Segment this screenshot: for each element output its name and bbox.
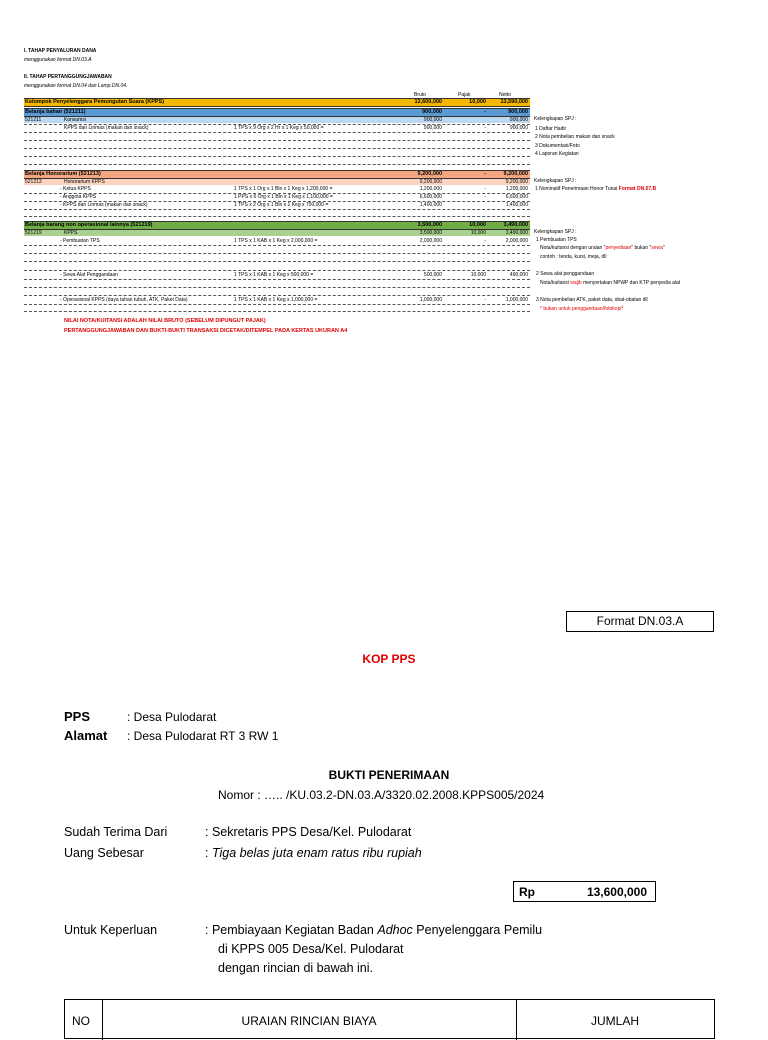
honor-item-bruto: 1,400,000 <box>419 202 442 208</box>
barang-header-bruto: 3,500,000 <box>417 222 442 228</box>
honor-header-row <box>24 170 530 179</box>
honor-item-pajak: - <box>484 194 486 200</box>
format-label: Format DN.03.A <box>596 614 684 628</box>
barang-sub-label: KPPS <box>64 230 78 236</box>
th-jumlah: JUMLAH <box>590 1014 639 1028</box>
bahan-note-0: Kelengkapan SPJ : <box>534 116 577 122</box>
kpps-total-netto: 13,590,000 <box>500 99 528 105</box>
honor-sub-label: Honorarium KPPS <box>64 179 105 185</box>
bahan-item-netto: 900,000 <box>509 125 528 131</box>
bahan-item-pajak: - <box>484 125 486 131</box>
barang-sub-code: 521219 <box>25 230 42 236</box>
honor-item-bruto: 1,200,000 <box>419 186 442 192</box>
barang-item-pajak: 10,000 <box>470 272 486 278</box>
divider <box>24 245 530 246</box>
divider <box>24 261 530 262</box>
honor-item-row <box>24 202 530 208</box>
col-header-bruto: Bruto <box>414 92 426 98</box>
barang-item-row <box>24 272 530 278</box>
bahan-header-label: Belanja bahan (521211) <box>25 109 86 115</box>
honor-sub-bruto: 9,200,000 <box>419 179 442 185</box>
bahan-item-row <box>24 125 530 131</box>
barang-note-1-detail <box>540 245 665 252</box>
honor-note-1 <box>535 186 656 193</box>
honor-header-netto: 9,200,000 <box>503 171 528 177</box>
barang-item-bruto: 500,000 <box>423 272 442 278</box>
divider <box>24 193 530 194</box>
barang-sub-netto: 3,490,000 <box>505 230 528 236</box>
barang-item-label: - Pembuatan TPS <box>60 238 100 244</box>
divider <box>24 124 530 125</box>
bahan-item-bruto: 900,000 <box>423 125 442 131</box>
bahan-item-calc: 1 TPS x 9 Org x 2 Hr x 1 Keg x 50,000 = <box>234 125 324 131</box>
barang-item-bruto: 2,000,000 <box>419 238 442 244</box>
bahan-sub-bruto: 900,000 <box>423 117 442 123</box>
stage1-subtitle: menggunakan format DN.03.A <box>24 57 92 63</box>
honor-item-netto: 6,600,000 <box>505 194 528 200</box>
honor-item-label: - Ketua KPPS <box>60 186 91 192</box>
kpps-total-bruto: 13,600,000 <box>414 99 442 105</box>
keperluan-part-a: : Pembiayaan Kegiatan Badan <box>205 923 378 937</box>
honor-header-label: Belanja Honorarium (521213) <box>25 171 101 177</box>
barang-sub-pajak: 10,000 <box>470 230 486 236</box>
bahan-note-3: 3 Dokumentasi/Foto <box>535 143 580 149</box>
receipt-title: BUKTI PENERIMAAN <box>328 768 450 782</box>
barang-item-bruto: 1,000,000 <box>419 297 442 303</box>
barang-note-1-title: 1 Pembuatan TPS <box>536 237 577 243</box>
terima-label: Sudah Terima Dari <box>64 825 168 839</box>
rp-value: 13,600,000 <box>586 885 647 899</box>
honor-item-row <box>24 186 530 192</box>
th-no: NO <box>72 1014 90 1028</box>
kpps-total-row <box>24 98 530 107</box>
bahan-header-netto: 900,000 <box>508 109 528 115</box>
honor-header-pajak: - <box>484 171 486 177</box>
barang-note-2-red: wajib <box>570 280 582 286</box>
barang-note-1-part-c: " <box>662 245 665 251</box>
keperluan-line-3: dengan rincian di bawah ini. <box>218 961 373 975</box>
divider <box>24 164 530 165</box>
terima-value: : Sekretaris PPS Desa/Kel. Pulodarat <box>205 825 412 839</box>
barang-header-netto: 3,490,000 <box>503 222 528 228</box>
honor-note-0: Kelengkapan SPJ : <box>534 178 577 184</box>
divider <box>24 304 530 305</box>
barang-item-netto: 2,000,000 <box>505 238 528 244</box>
barang-header-pajak: 10,000 <box>469 222 486 228</box>
uang-value-row <box>205 845 422 861</box>
divider <box>24 295 530 296</box>
bahan-item-label: KPPS dan Linmas (makan dan snack) <box>64 125 149 131</box>
format-label-box <box>566 611 714 632</box>
remark-a4: PERTANGGUNGJAWABAN DAN BUKTI-BUKTI TRANSAKSI DICETAK/DITEMPEL PADA KERTAS UKURAN A4 <box>64 328 348 334</box>
stage2-subtitle: menggunakan format DN.04 dan Lamp.DN.04. <box>24 83 128 89</box>
divider <box>24 279 530 280</box>
barang-note-2-title: 2 Sewa alat penggandaan <box>536 271 595 277</box>
kpps-total-label: Kelompok Penyelenggara Pemungutan Suara (KPPS) <box>25 99 165 105</box>
honor-sub-code: 521213 <box>25 179 42 185</box>
barang-header-row <box>24 221 530 230</box>
honor-item-bruto: 6,600,000 <box>419 194 442 200</box>
barang-item-row <box>24 238 530 244</box>
barang-item-calc: 1 TPS x 1 KAB x 1 Keg x 1,000,000 = <box>234 297 318 303</box>
keperluan-line-2: di KPPS 005 Desa/Kel. Pulodarat <box>218 942 404 956</box>
barang-note-3-title: 3 Nota pembelian ATK, paket data, obat-obatan dll <box>536 297 648 303</box>
uang-colon: : <box>205 846 209 860</box>
honor-item-calc: 1 TPS x 1 Org x 1 Bln x 1 Keg x 1,200,000 = <box>234 186 333 192</box>
bahan-sub-row <box>24 117 530 123</box>
barang-item-netto: 490,000 <box>509 272 528 278</box>
keperluan-part-b: Penyelenggara Pemilu <box>412 923 543 937</box>
divider <box>24 156 530 157</box>
barang-sub-row <box>24 230 530 236</box>
barang-note-3-red: * bukan untuk penggandaan/fotokopi* <box>540 306 624 312</box>
bahan-note-1: 1 Daftar Hadir <box>535 126 567 132</box>
barang-sub-bruto: 3,500,000 <box>419 230 442 236</box>
alamat-label: Alamat <box>64 728 108 743</box>
divider <box>24 270 530 271</box>
honor-sub-netto: 9,200,000 <box>505 179 528 185</box>
receipt-number: Nomor : ….. /KU.03.2-DN.03.A/3320.02.2008.KPPS005/2024 <box>218 788 545 802</box>
keperluan-adhoc: Adhoc <box>377 923 413 937</box>
bahan-sub-label: Konsumsi <box>64 117 86 123</box>
honor-item-row <box>24 194 530 200</box>
stage2-title: II. TAHAP PERTANGGUNGJAWABAN <box>24 74 112 80</box>
divider <box>24 132 530 133</box>
barang-header-label: Belanja barang non operasional lainnya (521219) <box>25 222 153 228</box>
stage1-title: I. TAHAP PENYALURAN DANA <box>24 48 97 54</box>
divider <box>24 311 530 312</box>
barang-note-2-part-a: Nota/kuitansi <box>540 280 571 286</box>
bahan-header-row <box>24 108 530 117</box>
keperluan-line-1 <box>205 922 542 938</box>
barang-item-calc: 1 TPS x 1 KAB x 1 Keg x 2,000,000 = <box>234 238 318 244</box>
barang-note-1-example: contoh : tenda, kursi, meja, dll <box>540 254 607 260</box>
keperluan-label: Untuk Keperluan <box>64 923 158 937</box>
divider <box>24 148 530 149</box>
bahan-header-pajak: - <box>484 109 486 115</box>
rincian-table <box>64 999 715 1039</box>
honor-sub-row <box>24 179 530 185</box>
honor-note-1-text: 1 Nominatif Penerimaan Honor Tunai <box>535 186 618 192</box>
honor-header-bruto: 9,200,000 <box>417 171 442 177</box>
pps-value: : Desa Pulodarat <box>127 710 217 724</box>
bahan-sub-code: 521211 <box>25 117 42 123</box>
barang-item-label: - Operasional KPPS (daya tahan tubuh, ATK, Paket Data) <box>60 297 188 303</box>
amount-box <box>513 881 656 902</box>
barang-item-label: - Sewa Alat Penggandaan <box>60 272 118 278</box>
honor-item-label: - Anggota KPPS <box>60 194 97 200</box>
barang-item-pajak: - <box>484 297 486 303</box>
barang-item-pajak: - <box>484 238 486 244</box>
barang-note-2-detail <box>540 280 680 287</box>
barang-item-calc: 1 TPS x 1 KAB x 1 Keg x 500,000 = <box>234 272 314 278</box>
honor-item-calc: 1 PPS x 6 Org x 1 Bln x 1 Keg x 1,100,000 = <box>234 194 333 200</box>
bahan-note-4: 4 Laporan Kegiatan <box>535 151 579 157</box>
divider <box>24 209 530 210</box>
divider <box>24 201 530 202</box>
honor-item-label: - KPPS dan Linmas (makan dan snack) <box>60 202 148 208</box>
divider <box>24 140 530 141</box>
divider <box>24 287 530 288</box>
th-uraian: URAIAN RINCIAN BIAYA <box>241 1014 377 1028</box>
divider <box>24 253 530 254</box>
barang-item-row <box>24 297 530 303</box>
barang-note-header: Kelengkapan SPJ : <box>534 229 577 235</box>
barang-note-1-part-a: Nota/kuitansi dengan uraian " <box>540 245 606 251</box>
col-header-netto: Netto <box>499 92 511 98</box>
pps-label: PPS <box>64 709 91 724</box>
honor-item-netto: 1,400,000 <box>505 202 528 208</box>
honor-note-format: Format DN.07.B <box>618 186 657 192</box>
alamat-value: : Desa Pulodarat RT 3 RW 1 <box>127 729 279 743</box>
honor-item-pajak: - <box>484 186 486 192</box>
barang-note-1-red2: sewa <box>651 245 663 251</box>
bahan-sub-netto: 900,000 <box>509 117 528 123</box>
barang-item-netto: 1,000,000 <box>505 297 528 303</box>
remark-bruto: NILAI NOTA/KUITANSI ADALAH NILAI BRUTO (SEBELUM DIPUNGUT PAJAK) <box>64 318 266 324</box>
honor-item-netto: 1,200,000 <box>505 186 528 192</box>
bahan-note-2: 2 Nota pembelian makan dan snack <box>535 134 615 140</box>
kpps-total-pajak: 10,000 <box>469 99 486 105</box>
honor-item-calc: 1 TPS x 2 Org x 1 Bln x 1 Keg x 700,000 = <box>234 202 329 208</box>
bahan-header-bruto: 900,000 <box>422 109 442 115</box>
barang-note-2-part-b: menyertakan NPWP dan KTP penyedia alat <box>581 280 681 286</box>
rp-label: Rp <box>519 885 535 899</box>
barang-note-1-part-b: " bukan " <box>631 245 652 251</box>
uang-label: Uang Sebesar <box>64 846 144 860</box>
uang-value: Tiga belas juta enam ratus ribu rupiah <box>211 846 422 860</box>
divider <box>24 216 530 217</box>
barang-note-1-red1: penyediaan <box>605 245 632 251</box>
kop-pps: KOP PPS <box>362 652 416 666</box>
col-header-pajak: Pajak <box>458 92 471 98</box>
